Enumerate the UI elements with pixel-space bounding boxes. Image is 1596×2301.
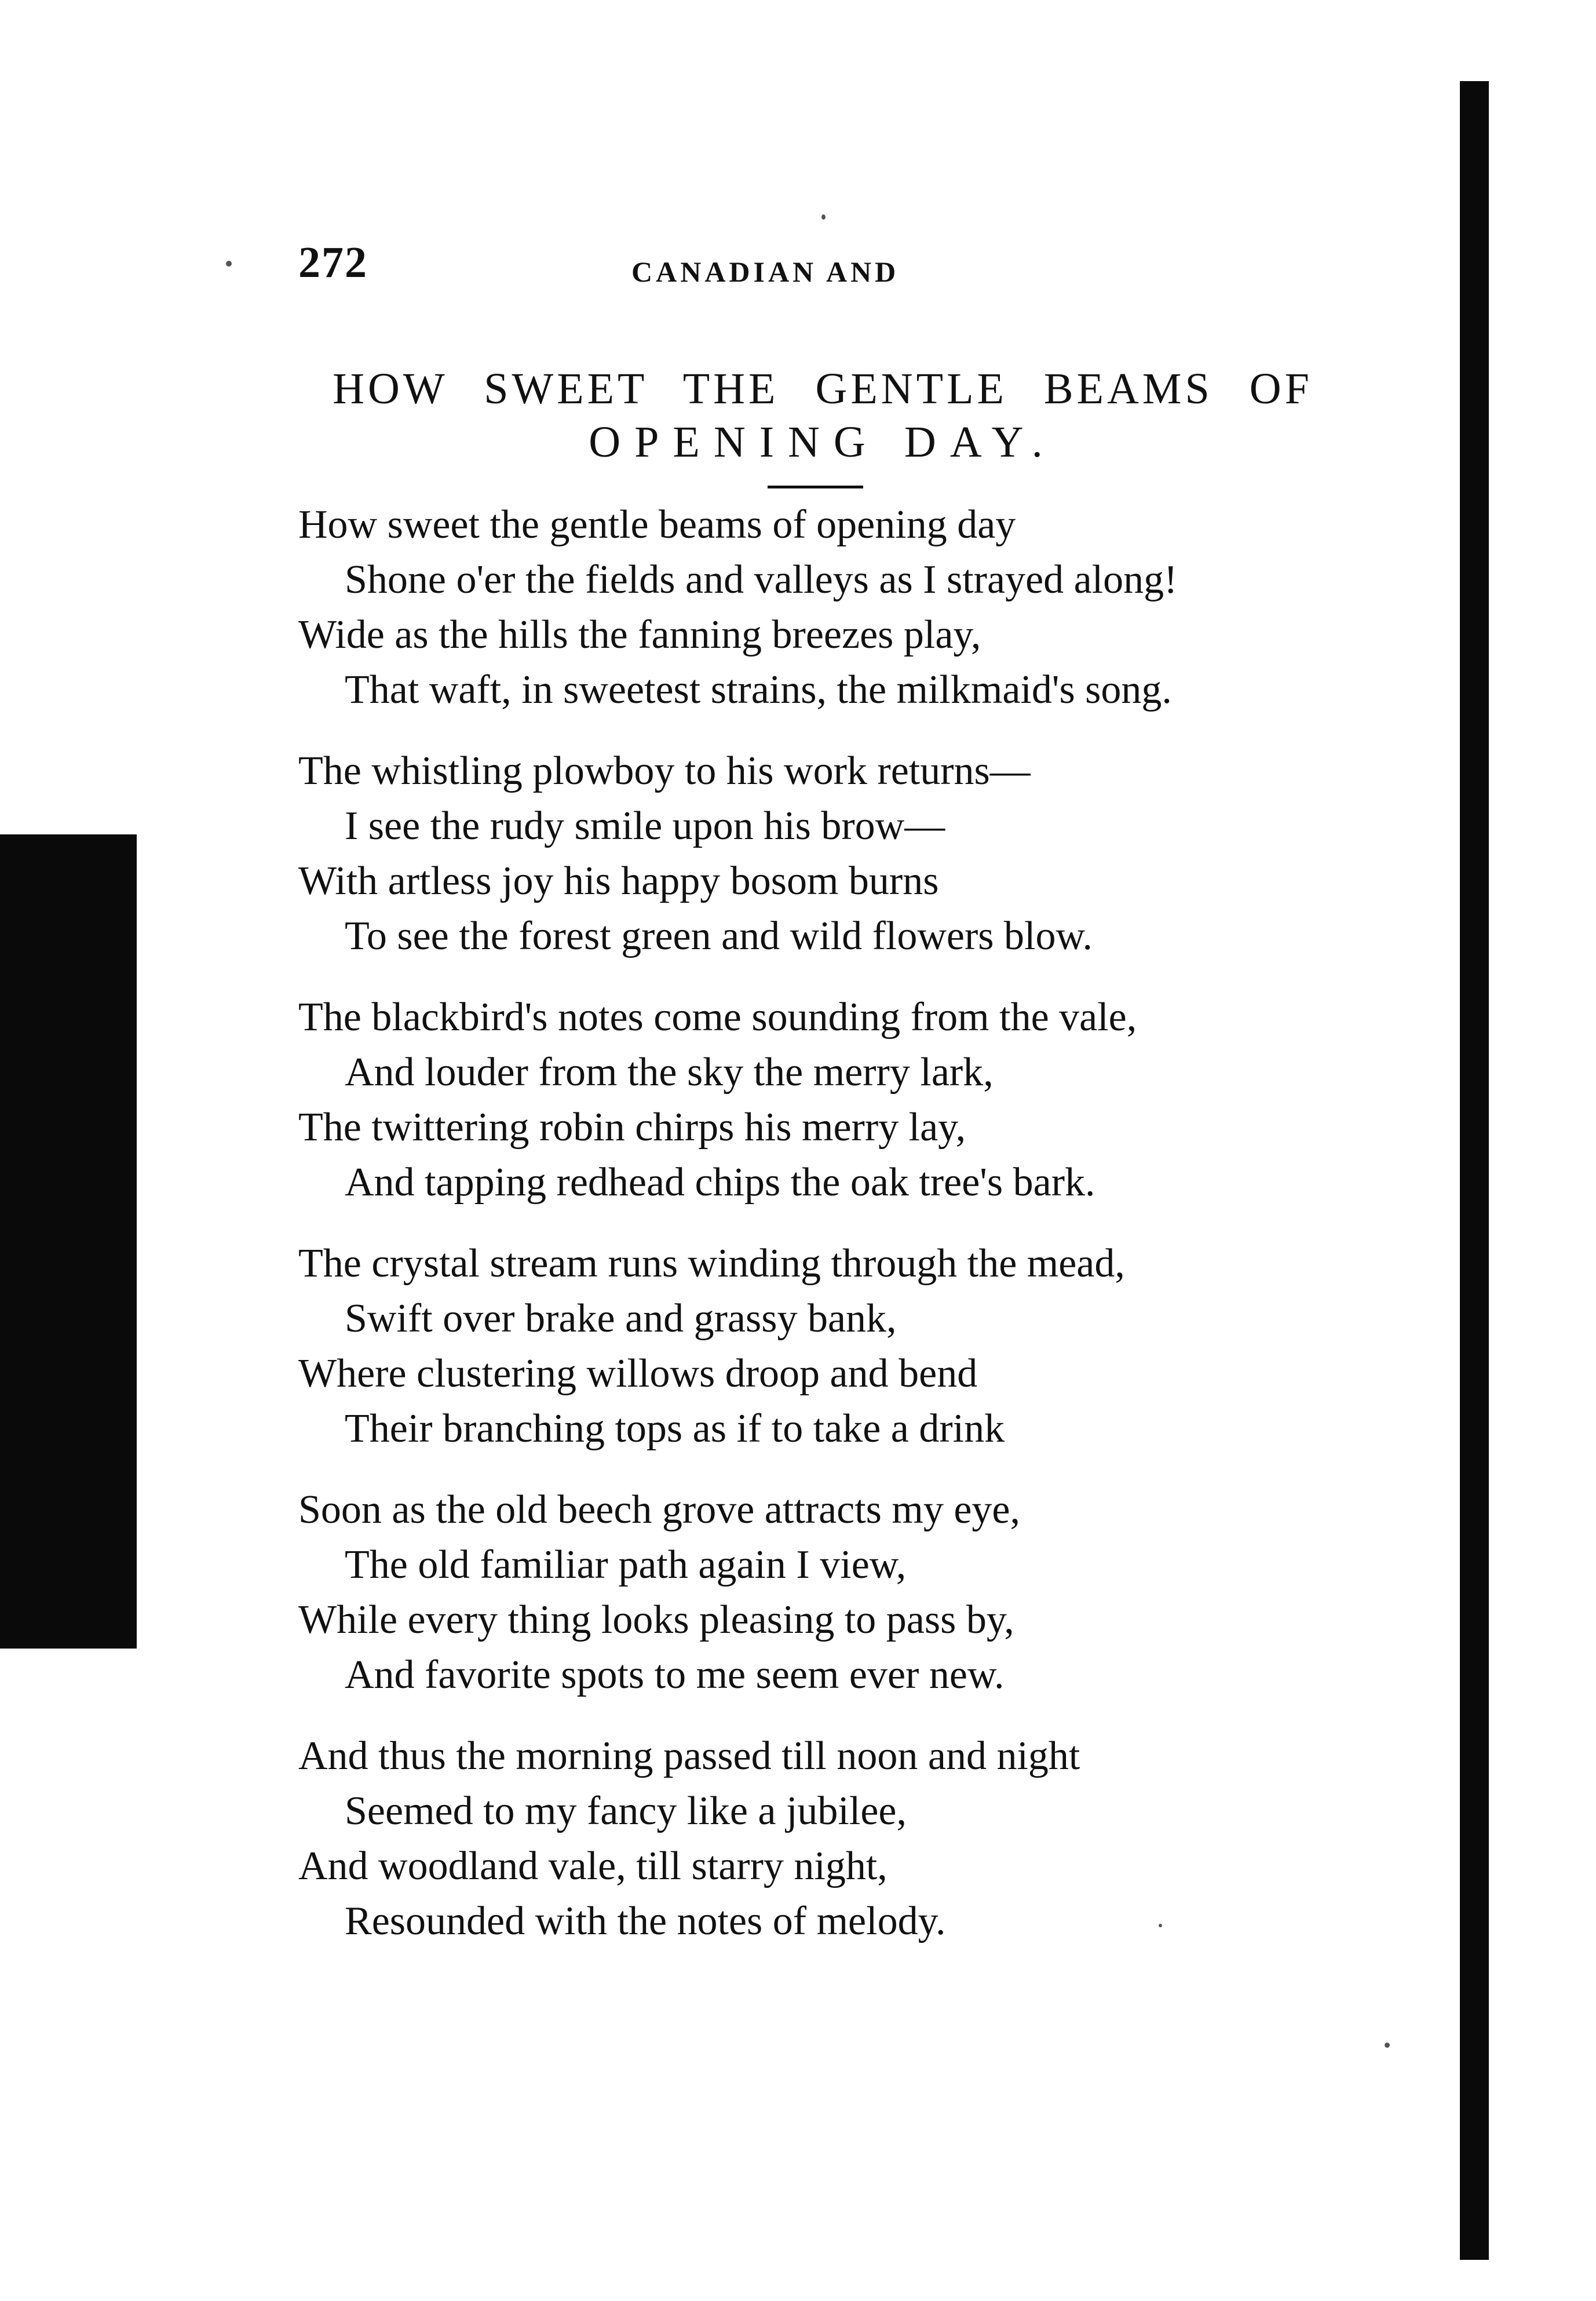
verse-line: While every thing looks pleasing to pass by, (298, 1598, 1014, 1642)
verse-line: The whistling plowboy to his work returns— (298, 749, 1031, 793)
stanza (298, 497, 1445, 717)
verse-line: That waft, in sweetest strains, the milkmaid's song. (345, 668, 1172, 712)
verse-line: Wide as the hills the fanning breezes play, (298, 612, 981, 657)
verse-line: Resounded with the notes of melody. (345, 1899, 946, 1943)
verse-line: To see the forest green and wild flowers blow. (345, 914, 1093, 958)
verse-line: The old familiar path again I view, (345, 1542, 907, 1587)
verse-line: Swift over brake and grassy bank, (345, 1296, 897, 1341)
poem-body (298, 497, 1445, 1975)
scan-speck (1385, 2043, 1390, 2048)
verse-line: And favorite spots to me seem ever new. (345, 1653, 1005, 1697)
verse-line: How sweet the gentle beams of opening day (298, 502, 1016, 547)
stanza (298, 1729, 1445, 1949)
verse-line: And tapping redhead chips the oak tree's bark. (345, 1160, 1095, 1205)
verse-line: And louder from the sky the merry lark, (345, 1050, 994, 1095)
verse-line: Their branching tops as if to take a drink (345, 1406, 1005, 1451)
verse-line: Shone o'er the fields and valleys as I strayed along! (345, 557, 1178, 602)
verse-line: And woodland vale, till starry night, (298, 1844, 888, 1888)
verse-line: With artless joy his happy bosom burns (298, 859, 939, 903)
poem-title (313, 362, 1332, 469)
scan-speck (821, 214, 826, 220)
verse-line: Soon as the old beech grove attracts my eye, (298, 1487, 1020, 1532)
verse-line: The blackbird's notes come sounding from the vale, (298, 995, 1137, 1040)
scan-edge-shadow-right (1460, 81, 1489, 2260)
stanza (298, 1236, 1445, 1456)
title-rule (768, 486, 863, 488)
poem-title-line-1: HOW SWEET THE GENTLE BEAMS OF (333, 364, 1313, 413)
stanza (298, 990, 1445, 1210)
verse-line: The crystal stream runs winding through the mead, (298, 1241, 1125, 1286)
verse-line: And thus the morning passed till noon and night (298, 1734, 1080, 1778)
scan-speck (226, 261, 232, 267)
verse-line: Seemed to my fancy like a jubilee, (345, 1789, 907, 1833)
poem-title-line-2: OPENING DAY. (589, 418, 1057, 466)
page-number: 272 (298, 238, 368, 287)
verse-line: The twittering robin chirps his merry lay, (298, 1105, 966, 1150)
stanza (298, 743, 1445, 964)
verse-line: Where clustering willows droop and bend (298, 1351, 978, 1396)
stanza (298, 1482, 1445, 1702)
verse-line: I see the rudy smile upon his brow— (345, 804, 945, 848)
scan-edge-shadow-left (0, 834, 137, 1649)
running-head: CANADIAN AND (631, 256, 900, 288)
